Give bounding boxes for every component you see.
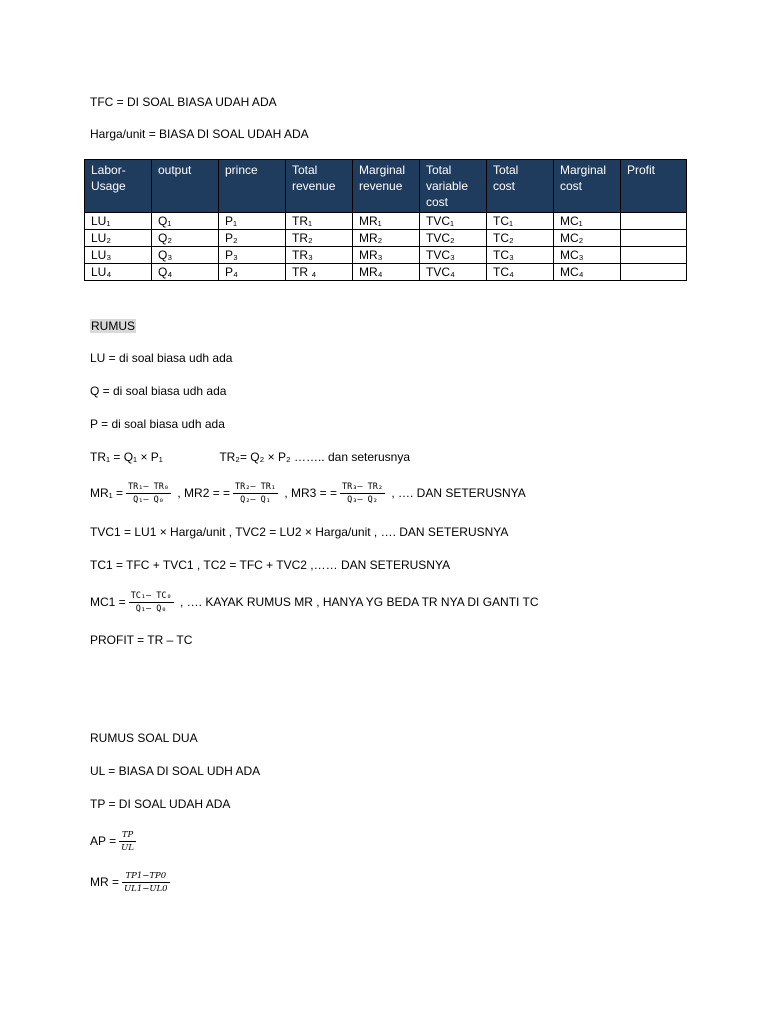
mc-tail: , …. KAYAK RUMUS MR , HANYA YG BEDA TR NYA DI GANTI TC (179, 595, 539, 609)
lu-line: LU = di soal biasa udh ada (90, 351, 233, 365)
table-row (85, 213, 687, 230)
mr3-denominator: Q₃– Q₂ (347, 495, 378, 506)
tp-line: TP = DI SOAL UDAH ADA (90, 797, 231, 811)
table-cell: MC₁ (554, 213, 621, 230)
table-cell: TR₃ (286, 247, 353, 264)
mr3-numerator: TR₃– TR₂ (342, 482, 383, 493)
table-cell: TR ₄ (286, 264, 353, 281)
table-cell: LU₂ (85, 230, 152, 247)
table-cell: TR₂ (286, 230, 353, 247)
p-line: P = di soal biasa udh ada (90, 417, 225, 431)
table-cell: TVC₂ (420, 230, 487, 247)
mr2-label: , MR2 = = (177, 486, 231, 500)
ap-line (90, 827, 139, 855)
tc-line: TC1 = TFC + TVC1 , TC2 = TFC + TVC2 ,…… DAN SETERUSNYA (90, 558, 451, 572)
table-header-row (85, 160, 687, 213)
table-cell: Q₂ (152, 230, 219, 247)
mr1-numerator: TR₁– TR₀ (128, 482, 170, 493)
header-cell: Marginal revenue (353, 160, 420, 213)
mr2-denominator: Q₂– Q₁ (240, 495, 271, 506)
table-cell: TVC₁ (420, 213, 487, 230)
mc1-fraction (129, 590, 174, 615)
table-row (85, 247, 687, 264)
mr-dua-fraction (122, 870, 170, 895)
mr-dua-line (90, 868, 173, 896)
mr1-denominator: Q₁– Q₀ (133, 495, 164, 506)
table-cell: TVC₄ (420, 264, 487, 281)
tr1-formula: TR₁ = Q₁ × P₁ (90, 450, 163, 464)
table-cell: LU₃ (85, 247, 152, 264)
mr-line (90, 479, 526, 507)
table-cell: MR₂ (353, 230, 420, 247)
mr2-fraction (233, 481, 278, 506)
header-cell: Total revenue (286, 160, 353, 213)
table-cell (621, 230, 687, 247)
tvc-line: TVC1 = LU1 × Harga/unit , TVC2 = LU2 × Harga/unit , …. DAN SETERUSNYA (90, 525, 509, 539)
table-cell: Q₃ (152, 247, 219, 264)
ap-label: AP = (90, 834, 117, 848)
mr3-fraction (340, 481, 385, 506)
table-cell: TC₁ (487, 213, 554, 230)
table-cell: TC₂ (487, 230, 554, 247)
table-cell: MC₃ (554, 247, 621, 264)
rumus-heading-text: RUMUS (91, 319, 135, 333)
mr-dua-label: MR = (90, 875, 120, 889)
table-cell: MR₄ (353, 264, 420, 281)
mr3-label: , MR3 = = (284, 486, 338, 500)
table-cell: Q₄ (152, 264, 219, 281)
mc1-numerator: TC₁– TC₀ (130, 591, 172, 602)
rumus-heading (90, 319, 136, 333)
table-cell: P₂ (219, 230, 286, 247)
mr-dua-numerator: TP1−TP0 (122, 870, 170, 883)
header-cell: Labor- Usage (85, 160, 152, 213)
tr2-formula: TR₂= Q₂ × P₂ …….. dan seterusnya (219, 450, 411, 464)
table-cell: TVC₃ (420, 247, 487, 264)
cost-table (84, 159, 687, 281)
mc-line (90, 588, 539, 616)
table-cell: Q₁ (152, 213, 219, 230)
q-line: Q = di soal biasa udh ada (90, 384, 227, 398)
table-cell: TC₄ (487, 264, 554, 281)
mr1-label: MR₁ = (90, 486, 124, 500)
ul-line: UL = BIASA DI SOAL UDH ADA (90, 764, 261, 778)
header-cell: prince (219, 160, 286, 213)
table-cell: LU₄ (85, 264, 152, 281)
rumus-dua-heading: RUMUS SOAL DUA (90, 731, 198, 745)
table-cell (621, 213, 687, 230)
mc1-label: MC1 = (90, 595, 126, 609)
table-cell: P₃ (219, 247, 286, 264)
table-row (85, 230, 687, 247)
ap-denominator: UL (121, 843, 134, 854)
profit-line: PROFIT = TR – TC (90, 633, 193, 647)
mc1-denominator: Q₁– Q₀ (135, 604, 167, 615)
table-cell: P₄ (219, 264, 286, 281)
table-cell: MR₁ (353, 213, 420, 230)
header-cell: Profit (621, 160, 687, 213)
header-cell: Total cost (487, 160, 554, 213)
harga-line: Harga/unit = BIASA DI SOAL UDAH ADA (90, 127, 309, 141)
header-cell: Total variable cost (420, 160, 487, 213)
mr-dua-denominator: UL1−UL0 (124, 884, 168, 895)
tr-line (90, 450, 410, 464)
table-cell: MR₃ (353, 247, 420, 264)
ap-numerator: TP (119, 829, 136, 842)
header-cell: output (152, 160, 219, 213)
table-cell: TC₃ (487, 247, 554, 264)
mr1-fraction (126, 481, 171, 506)
tfc-line: TFC = DI SOAL BIASA UDAH ADA (90, 95, 277, 109)
table-cell: LU₁ (85, 213, 152, 230)
header-cell: Marginal cost (554, 160, 621, 213)
ap-fraction (119, 829, 136, 854)
table-row (85, 264, 687, 281)
mr-tail: , …. DAN SETERUSNYA (391, 486, 526, 500)
table-cell (621, 264, 687, 281)
mr2-numerator: TR₂– TR₁ (235, 482, 276, 493)
table-cell (621, 247, 687, 264)
table-cell: MC₄ (554, 264, 621, 281)
table-cell: MC₂ (554, 230, 621, 247)
table-cell: P₁ (219, 213, 286, 230)
table-cell: TR₁ (286, 213, 353, 230)
